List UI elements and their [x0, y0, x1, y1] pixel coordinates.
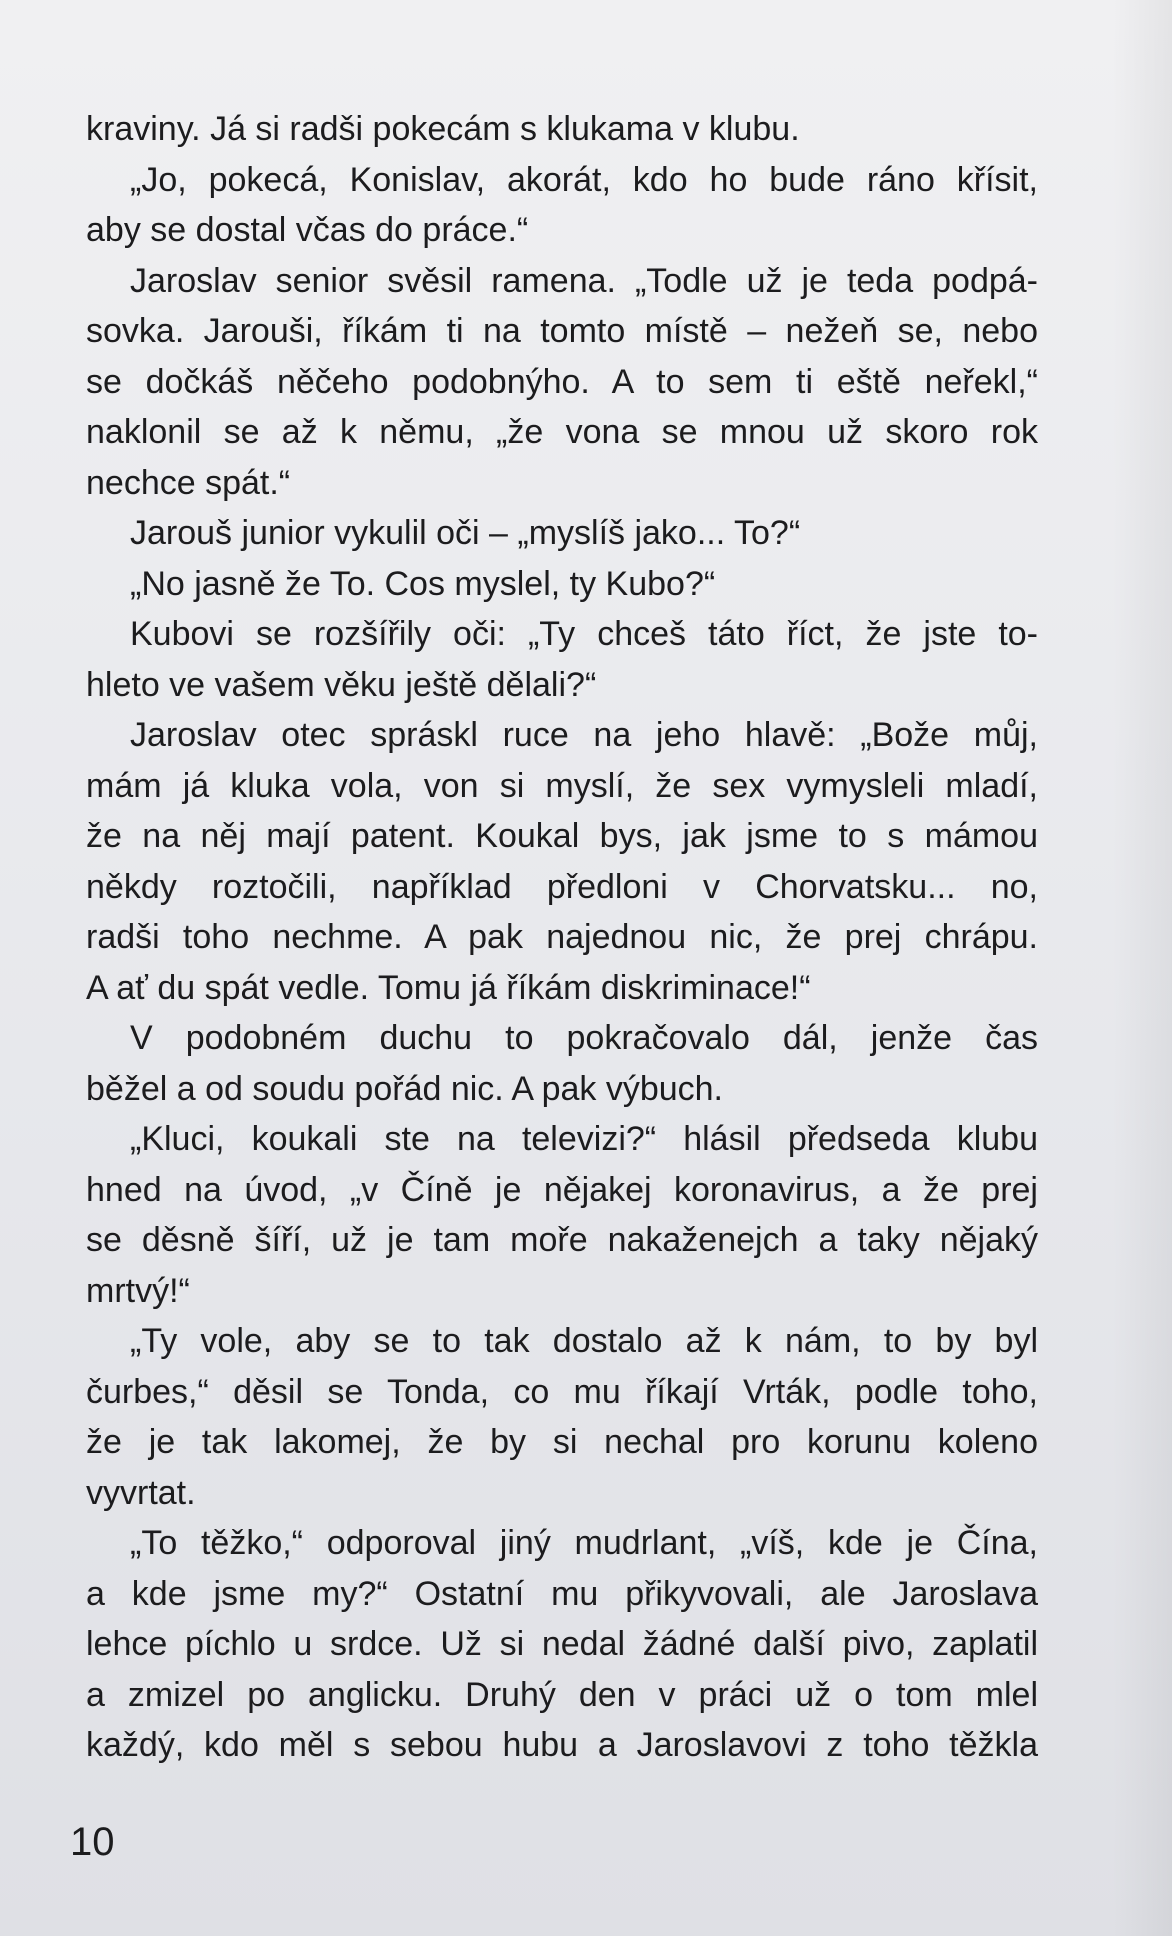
text-line: každý, kdo měl s sebou hubu a Jaroslavovi z toho těžkla	[86, 1726, 1038, 1764]
text-line: Jaroslav senior svěsil ramena. „Todle už je teda podpá-	[130, 261, 1038, 300]
text-line: Jaroslav otec spráskl ruce na jeho hlavě: „Bože můj,	[130, 716, 1038, 754]
text-line: se děsně šíří, už je tam moře nakaženejch a taky nějaký	[86, 1221, 1038, 1259]
text-line: „Kluci, koukali ste na televizi?“ hlásil předseda klubu	[130, 1120, 1038, 1158]
text-line: A ať du spát vedle. Tomu já říkám diskriminace!“	[86, 968, 811, 1007]
text-line: a zmizel po anglicku. Druhý den v práci už o tom mlel	[86, 1675, 1038, 1714]
text-line: mrtvý!“	[86, 1271, 190, 1310]
text-line: „Ty vole, aby se to tak dostalo až k nám, to by byl	[130, 1322, 1038, 1360]
text-line: nechce spát.“	[86, 463, 291, 502]
text-line: aby se dostal včas do práce.“	[86, 211, 529, 249]
body-text	[86, 104, 1038, 1771]
text-line: čurbes,“ děsil se Tonda, co mu říkají Vrták, podle toho,	[86, 1372, 1038, 1411]
text-line: hleto ve vašem věku ještě dělali?“	[86, 665, 597, 704]
text-line: vyvrtat.	[86, 1473, 196, 1512]
page-number: 10	[70, 1820, 115, 1864]
text-line: se dočkáš něčeho podobnýho. A to sem ti eště neřekl,“	[86, 362, 1038, 401]
text-line: a kde jsme my?“ Ostatní mu přikyvovali, ale Jaroslava	[86, 1574, 1038, 1613]
text-line: „To těžko,“ odporoval jiný mudrlant, „víš, kde je Čína,	[130, 1524, 1038, 1562]
text-line: že je tak lakomej, že by si nechal pro korunu koleno	[86, 1423, 1038, 1461]
text-line: hned na úvod, „v Číně je nějakej koronavirus, a že prej	[86, 1170, 1038, 1209]
text-line: Jarouš junior vykulil oči – „myslíš jako... To?“	[130, 514, 801, 552]
text-line: Kubovi se rozšířily oči: „Ty chceš táto říct, že jste to-	[130, 615, 1038, 653]
text-line: běžel a od soudu pořád nic. A pak výbuch.	[86, 1069, 724, 1108]
text-line: někdy roztočili, například předloni v Chorvatsku... no,	[86, 867, 1038, 906]
text-line: radši toho nechme. A pak najednou nic, že prej chrápu.	[86, 918, 1038, 956]
text-line: V podobném duchu to pokračovalo dál, jenže čas	[130, 1019, 1038, 1057]
text-line: lehce píchlo u srdce. Už si nedal žádné další pivo, zaplatil	[86, 1625, 1038, 1663]
text-line: naklonil se až k němu, „že vona se mnou už skoro rok	[86, 413, 1038, 451]
text-line: „Jo, pokecá, Konislav, akorát, kdo ho bude ráno křísit,	[130, 160, 1038, 199]
text-line: sovka. Jarouši, říkám ti na tomto místě – nežeň se, nebo	[86, 312, 1038, 350]
text-line: že na něj mají patent. Koukal bys, jak jsme to s mámou	[86, 817, 1038, 855]
text-line: kraviny. Já si radši pokecám s klukama v klubu.	[86, 110, 800, 148]
text-line: mám já kluka vola, von si myslí, že sex vymysleli mladí,	[86, 766, 1038, 805]
text-line: „No jasně že To. Cos myslel, ty Kubo?“	[130, 564, 716, 603]
